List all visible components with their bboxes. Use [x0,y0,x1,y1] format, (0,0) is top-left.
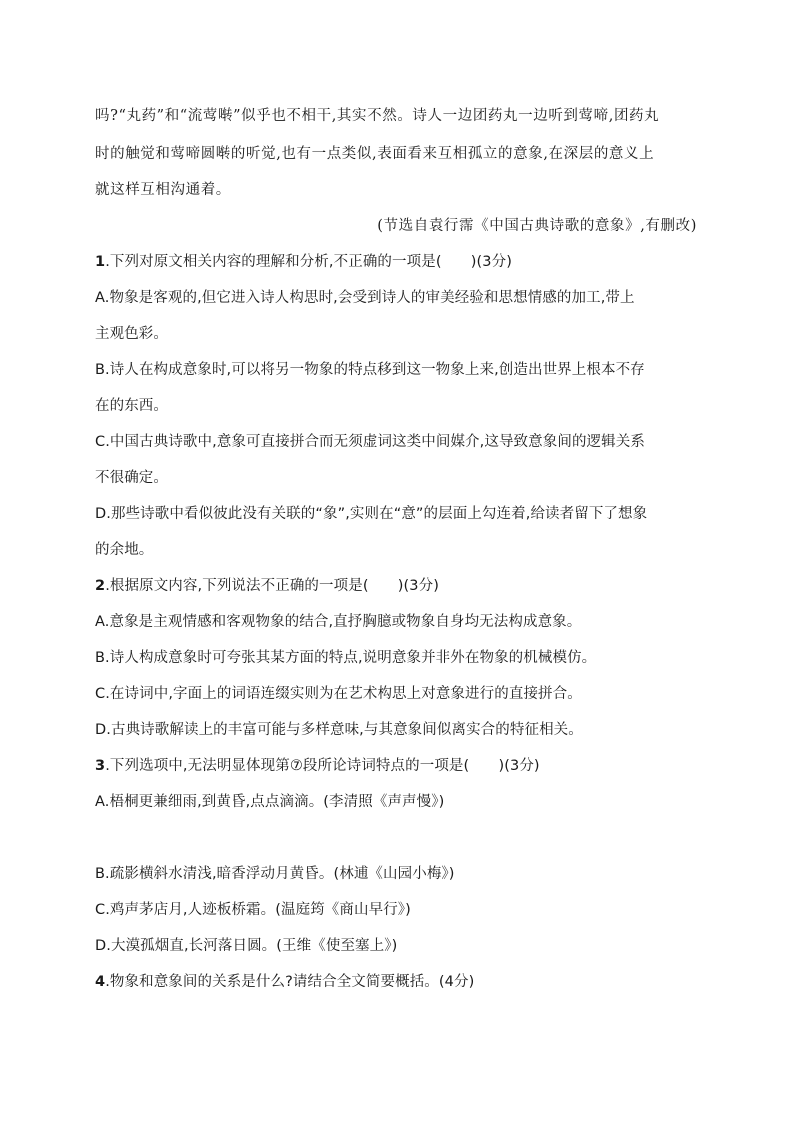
q1-option-d-cont: 的余地。 [95,542,154,558]
q3-option-b: B.疏影横斜水清浅,暗香浮动月黄昏。(林逋《山园小梅》) [95,866,455,882]
question-2-stem: 2.根据原文内容,下列说法不正确的一项是( )(3分) [95,578,439,594]
q1-option-b: B.诗人在构成意象时,可以将另一物象的特点移到这一物象上来,创造出世界上根本不存 [95,362,645,378]
passage-line: 就这样互相沟通着。 [95,182,231,198]
question-1-stem: 1.下列对原文相关内容的理解和分析,不正确的一项是( )(3分) [95,254,512,270]
passage-line: 吗?“丸药”和“流莺啭”似乎也不相干,其实不然。诗人一边团药丸一边听到莺啼,团药丸 [95,108,660,124]
q3-option-c: C.鸡声茅店月,人迹板桥霜。(温庭筠《商山早行》) [95,902,411,918]
q1-option-a: A.物象是客观的,但它进入诗人构思时,会受到诗人的审美经验和思想情感的加工,带上 [95,290,635,306]
q3-option-d: D.大漠孤烟直,长河落日圆。(王维《使至塞上》) [95,938,398,954]
q3-option-a: A.梧桐更兼细雨,到黄昏,点点滴滴。(李清照《声声慢》) [95,794,445,810]
q2-option-c: C.在诗词中,字面上的词语连缀实则为在艺术构思上对意象进行的直接拼合。 [95,686,582,702]
q1-option-d: D.那些诗歌中看似彼此没有关联的“象”,实则在“意”的层面上勾连着,给读者留下了想象 [95,506,648,522]
q1-option-b-cont: 在的东西。 [95,398,168,414]
q1-option-c: C.中国古典诗歌中,意象可直接拼合而无须虚词这类中间媒介,这导致意象间的逻辑关系 [95,434,645,450]
q2-option-a: A.意象是主观情感和客观物象的结合,直抒胸臆或物象自身均无法构成意象。 [95,614,582,630]
question-4-stem: 4.物象和意象间的关系是什么?请结合全文简要概括。(4分) [95,974,475,990]
passage-source: (节选自袁行霈《中国古典诗歌的意象》,有删改) [377,218,697,234]
q2-option-d: D.古典诗歌解读上的丰富可能与多样意味,与其意象间似离实合的特征相关。 [95,722,583,738]
passage-line: 时的触觉和莺啼圆啭的听觉,也有一点类似,表面看来互相孤立的意象,在深层的意义上 [95,146,655,162]
q1-option-c-cont: 不很确定。 [95,470,168,486]
q2-option-b: B.诗人构成意象时可夸张其某方面的特点,说明意象并非外在物象的机械模仿。 [95,650,597,666]
question-3-stem: 3.下列选项中,无法明显体现第⑦段所论诗词特点的一项是( )(3分) [95,758,540,774]
q1-option-a-cont: 主观色彩。 [95,326,168,342]
